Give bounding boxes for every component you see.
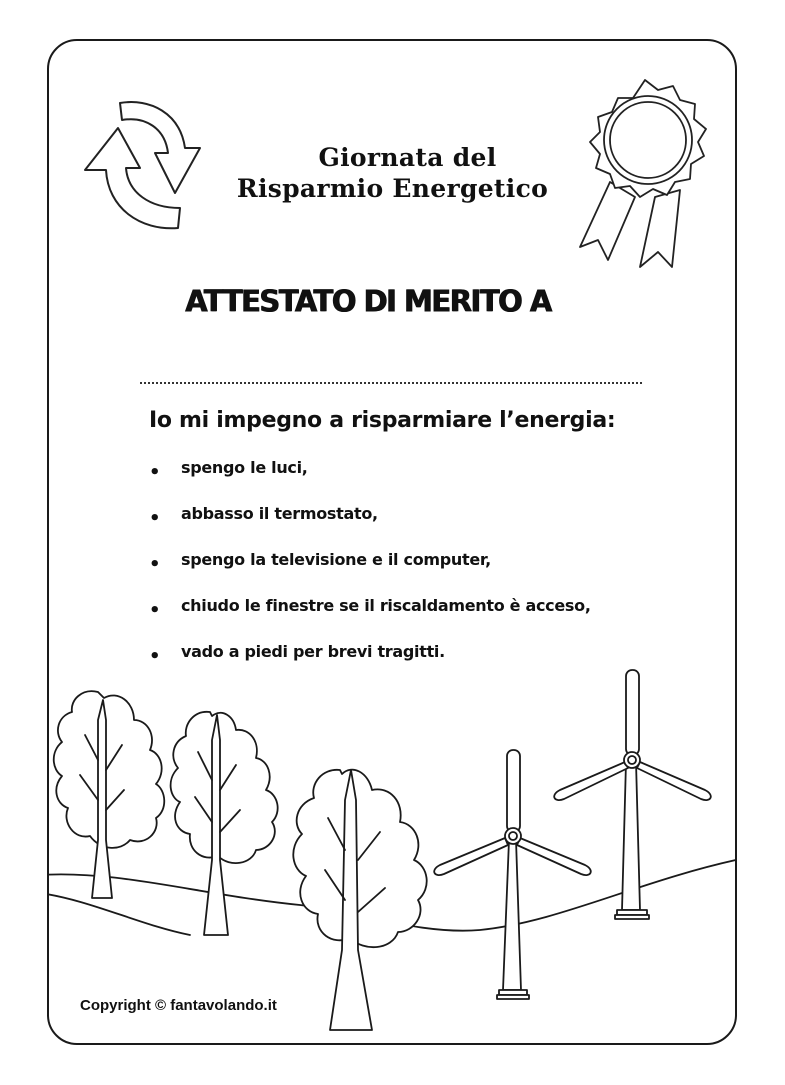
copyright-text: Copyright © fantavolando.it xyxy=(80,997,277,1014)
bullet: • xyxy=(149,508,161,529)
bullet: • xyxy=(149,646,161,667)
tree-icon xyxy=(293,770,426,1030)
title-line-1: Giornata del xyxy=(318,143,497,172)
bullet: • xyxy=(149,462,161,483)
list-item-text: abbasso il termostato, xyxy=(181,504,378,523)
tree-icon xyxy=(171,712,278,935)
list-item-text: spengo la televisione e il computer, xyxy=(181,550,491,569)
merit-heading: ATTESTATO DI MERITO A xyxy=(184,283,551,319)
hill-line xyxy=(40,893,190,935)
list-item-text: chiudo le finestre se il riscaldamento è acceso, xyxy=(181,596,591,615)
bullet: • xyxy=(149,600,161,621)
tree-icon xyxy=(54,691,165,898)
pledge-heading: Io mi impegno a risparmiare l’energia: xyxy=(149,408,616,433)
bullet: • xyxy=(149,554,161,575)
wind-turbine-icon xyxy=(554,670,711,919)
list-item-text: spengo le luci, xyxy=(181,458,308,477)
list-item-text: vado a piedi per brevi tragitti. xyxy=(181,642,445,661)
title-line-2: Risparmio Energetico xyxy=(236,174,549,203)
